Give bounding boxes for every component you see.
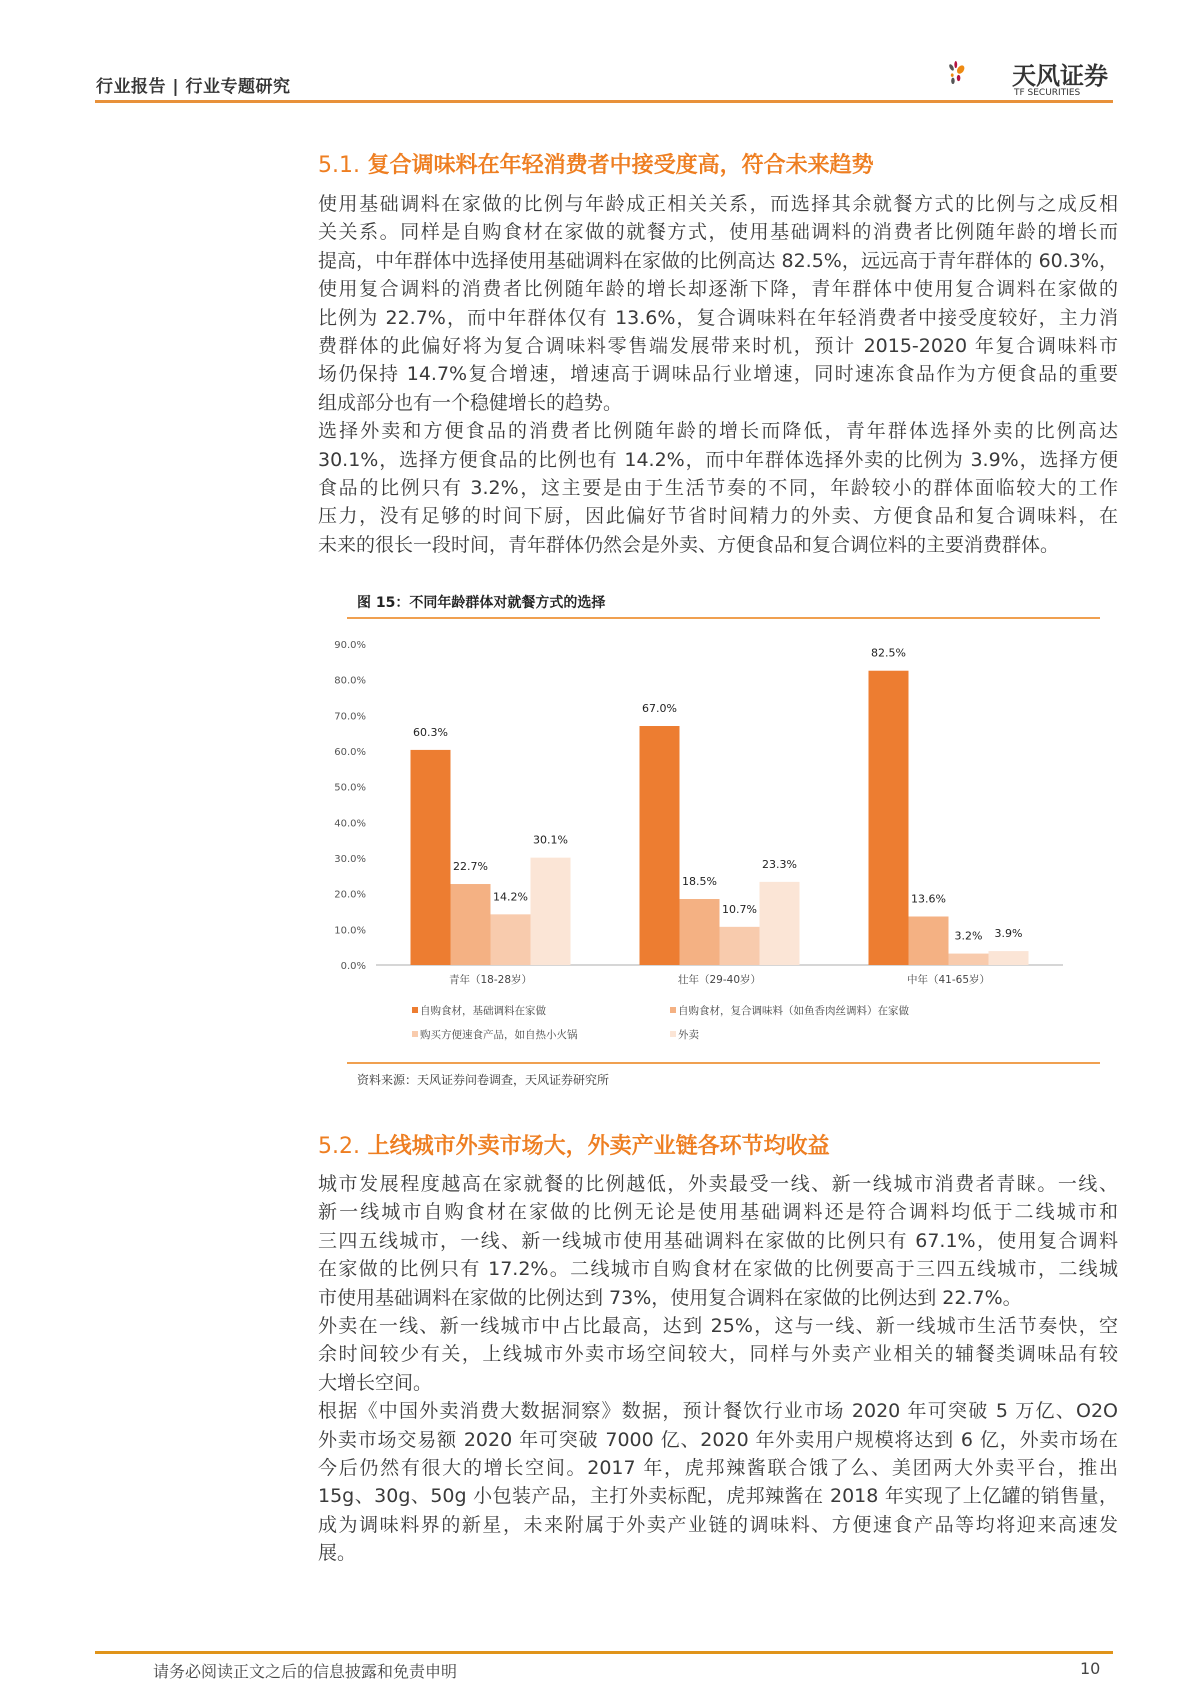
x-tick-label: 青年（18-28岁） [448, 974, 533, 986]
data-label: 3.2% [954, 929, 983, 943]
bar [531, 858, 571, 965]
data-label: 67.0% [642, 702, 677, 716]
data-label: 22.7% [453, 860, 488, 874]
y-tick-label: 30.0% [334, 853, 366, 865]
logo-text: 天风证券 [1012, 62, 1108, 90]
bar [760, 882, 800, 965]
section-title: 上线城市外卖市场大，外卖产业链各环节均收益 [367, 1134, 830, 1159]
data-label: 10.7% [722, 902, 757, 916]
bar [451, 884, 491, 965]
y-tick-label: 80.0% [334, 675, 366, 687]
y-tick-label: 0.0% [340, 961, 366, 972]
paragraph-line: 根据《中国外卖消费大数据洞察》数据，预计餐饮行业市场 2020 年可突破 5 万亿、O2O [318, 1400, 1118, 1423]
header-title: 行业报告 | 行业专题研究 [96, 77, 291, 97]
section-title: 复合调味料在年轻消费者中接受度高，符合未来趋势 [367, 153, 874, 178]
paragraph-line: 余时间较少有关，上线城市外卖市场空间较大，同样与外卖产业相关的辅餐类调味品有较 [318, 1343, 1118, 1366]
figure-title: 图 15：不同年龄群体对就餐方式的选择 [357, 595, 606, 611]
paragraph [318, 1312, 1118, 1397]
bar [640, 726, 680, 965]
paragraph-line: 15g、30g、50g 小包装产品，主打外卖标配，虎邦辣酱在 2018 年实现了上亿罐的销售量， [318, 1485, 1118, 1508]
paragraph-line: 城市发展程度越高在家就餐的比例越低，外卖最受一线、新一线城市消费者青睐。一线、 [318, 1173, 1118, 1195]
section-number: 5.2. [318, 1134, 360, 1159]
page-number: 10 [1080, 1659, 1101, 1678]
logo-subtext: TF SECURITIES [1014, 88, 1081, 98]
data-label: 18.5% [682, 875, 717, 889]
paragraph-line: 市使用基础调料在家做的比例达到 73%，使用复合调料在家做的比例达到 22.7%。 [318, 1286, 1022, 1309]
legend-label: 外卖 [678, 1029, 699, 1041]
y-tick-label: 50.0% [334, 782, 366, 794]
paragraph-line: 费群体的此偏好将为复合调味料零售端发展带来时机，预计 2015-2020 年复合调味料市 [318, 334, 1118, 357]
data-label: 14.2% [493, 890, 528, 904]
y-tick-label: 70.0% [334, 711, 366, 723]
paragraph-line: 展。 [318, 1542, 357, 1565]
paragraph-line: 大增长空间。 [318, 1371, 433, 1394]
paragraph-line: 压力，没有足够的时间下厨，因此偏好节省时间精力的外卖、方便食品和复合调味料，在 [318, 505, 1118, 528]
paragraph [318, 1170, 1118, 1312]
figure-source: 资料来源：天风证券问卷调查，天风证券研究所 [357, 1073, 610, 1087]
bar [720, 927, 760, 965]
data-label: 13.6% [911, 892, 946, 906]
paragraph-line: 三四五线城市，一线、新一线城市使用基础调料在家做的比例只有 67.1%，使用复合调料 [318, 1229, 1118, 1252]
paragraph-line: 使用基础调料在家做的比例与年龄成正相关关系，而选择其余就餐方式的比例与之成反相 [318, 193, 1118, 215]
figure-top-rule [347, 617, 1100, 619]
section-heading-5-2 [318, 1129, 830, 1160]
paragraph-line: 比例为 22.7%，而中年群体仅有 13.6%，复合调味料在年轻消费者中接受度较好，主力消 [318, 306, 1118, 329]
y-tick-label: 10.0% [334, 925, 366, 937]
y-tick-label: 60.0% [334, 746, 366, 758]
paragraph-line: 外卖市场交易额 2020 年可突破 7000 亿、2020 年外卖用户规模将达到 6 亿，外卖市场在 [318, 1428, 1118, 1451]
bar [909, 916, 949, 965]
y-tick-label: 40.0% [334, 818, 366, 830]
paragraph-line: 组成部分也有一个稳健增长的趋势。 [318, 391, 623, 414]
legend-label: 自购食材，复合调味料（如鱼香肉丝调料）在家做 [678, 1005, 909, 1017]
footer-disclaimer: 请务必阅读正文之后的信息披露和免责申明 [153, 1662, 458, 1681]
paragraph-line: 食品的比例只有 3.2%，这主要是由于生活节奏的不同，年龄较小的群体面临较大的工作 [318, 476, 1118, 499]
tf-securities-logo-icon [948, 38, 1008, 106]
bar [869, 671, 909, 965]
paragraph-line: 今后仍然有很大的增长空间。2017 年，虎邦辣酱联合饿了么、美团两大外卖平台，推出 [318, 1456, 1118, 1479]
section1-body [318, 190, 1118, 559]
paragraph-line: 在家做的比例只有 17.2%。二线城市自购食材在家做的比例要高于三四五线城市，二线城 [318, 1258, 1118, 1281]
bar [989, 951, 1029, 965]
section2-body [318, 1170, 1118, 1567]
paragraph [318, 1397, 1118, 1567]
figure-bottom-rule [347, 1062, 1100, 1064]
paragraph-line: 未来的很长一段时间，青年群体仍然会是外卖、方便食品和复合调位料的主要消费群体。 [318, 533, 1060, 556]
legend-swatch [670, 1007, 676, 1013]
header-divider [95, 100, 1113, 103]
y-tick-label: 90.0% [334, 639, 366, 651]
paragraph-line: 选择外卖和方便食品的消费者比例随年龄的增长而降低，青年群体选择外卖的比例高达 [318, 420, 1118, 443]
paragraph [318, 190, 1118, 417]
paragraph-line: 外卖在一线、新一线城市中占比最高，达到 25%，这与一线、新一线城市生活节奏快，空 [318, 1314, 1118, 1337]
legend-label: 自购食材，基础调料在家做 [420, 1005, 546, 1017]
bar-chart [334, 620, 1100, 1060]
paragraph [318, 417, 1118, 559]
paragraph-line: 30.1%，选择方便食品的比例也有 14.2%，而中年群体选择外卖的比例为 3.9%，选择方便 [318, 448, 1118, 471]
bar [949, 954, 989, 965]
x-tick-label: 中年（41-65岁） [906, 974, 991, 986]
bar [680, 899, 720, 965]
footer-divider [95, 1651, 1113, 1654]
y-tick-label: 20.0% [334, 889, 366, 901]
legend-swatch [412, 1007, 418, 1013]
data-label: 30.1% [533, 833, 568, 847]
legend-swatch [412, 1031, 418, 1037]
section-heading-5-1 [318, 148, 874, 179]
legend-swatch [670, 1031, 676, 1037]
legend-label: 购买方便速食产品，如自热小火锅 [420, 1029, 578, 1041]
paragraph-line: 关关系。同样是自购食材在家做的就餐方式，使用基础调料的消费者比例随年龄的增长而 [318, 221, 1118, 244]
x-tick-label: 壮年（29-40岁） [677, 974, 762, 986]
data-label: 3.9% [994, 927, 1023, 941]
paragraph-line: 成为调味料界的新星，未来附属于外卖产业链的调味料、方便速食产品等均将迎来高速发 [318, 1513, 1118, 1536]
bar [491, 914, 531, 965]
bar [411, 750, 451, 965]
data-label: 60.3% [413, 725, 448, 739]
data-label: 23.3% [762, 857, 797, 871]
paragraph-line: 提高，中年群体中选择使用基础调料在家做的比例高达 82.5%，远远高于青年群体的 60.3%， [318, 249, 1118, 272]
paragraph-line: 新一线城市自购食材在家做的比例无论是使用基础调料还是符合调料均低于二线城市和 [318, 1201, 1118, 1224]
paragraph-line: 使用复合调料的消费者比例随年龄的增长却逐渐下降，青年群体中使用复合调料在家做的 [318, 278, 1118, 301]
section-number: 5.1. [318, 153, 360, 178]
data-label: 82.5% [871, 646, 906, 660]
paragraph-line: 场仍保持 14.7%复合增速，增速高于调味品行业增速，同时速冻食品作为方便食品的重要 [318, 363, 1118, 386]
